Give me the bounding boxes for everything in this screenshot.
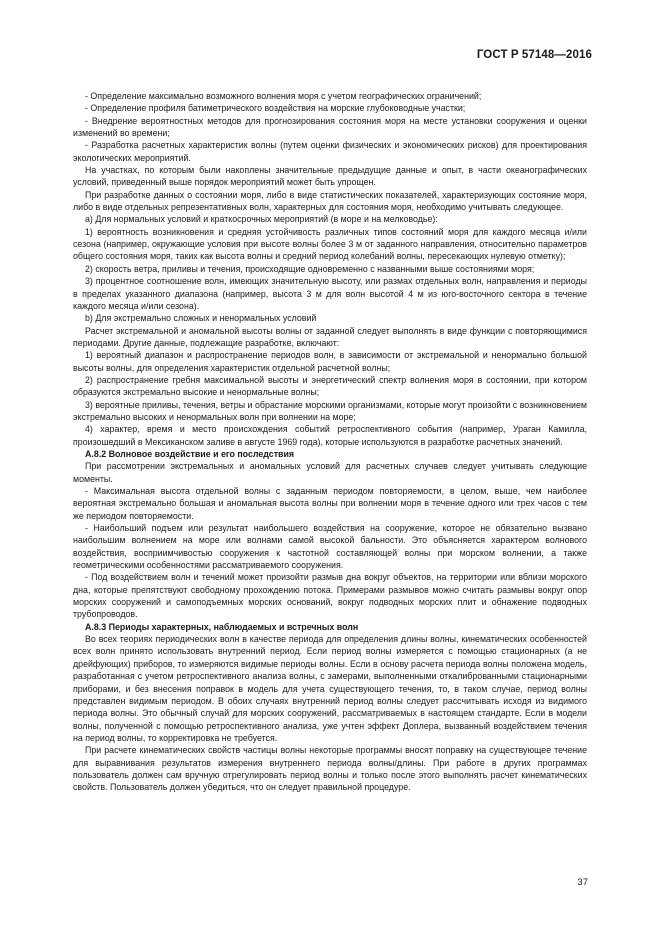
- paragraph: При разработке данных о состоянии моря, либо в виде статистических показателей, характеризующих состояние моря, либо в виде отдельных репрезентативных волн, характерных для состояния моря, необходимо учитывать следующее.: [73, 189, 587, 213]
- paragraph: - Определение максимально возможного волнения моря с учетом географических ограничений;: [85, 91, 482, 101]
- body-text: [73, 90, 587, 794]
- paragraph: - Определение профиля батиметрического воздействия на морские глубоководные участки;: [85, 103, 466, 114]
- paragraph: 4) характер, время и место происхождения событий ретроспективного события (например, Ураган Камилла, произошедший в Мексиканском заливе в августе 1969 года), которые используются в разработке расчетных значений.: [73, 424, 587, 447]
- paragraph: а) Для нормальных условий и краткосрочных мероприятий (в море и на мелководье):: [85, 214, 438, 225]
- paragraph: При рассмотрении экстремальных и аномальных условий для расчетных случаев следует учитывать следующие моменты.: [73, 461, 587, 484]
- paragraph: b) Для экстремально сложных и ненормальных условий: [85, 313, 317, 324]
- paragraph: Расчет экстремальной и аномальной высоты волны от заданной следует выполнять в виде функции с повторяющимися периодами. Другие данные, подлежащие разработке, включают:: [73, 325, 587, 348]
- paragraph: 1) вероятный диапазон и распространение периодов волн, в зависимости от экстремальной и ненормально большой высоты волны, для определения характеристик отдельной расчетной волны;: [73, 350, 587, 373]
- paragraph: 2) распространение гребня максимальной высоты и энергетический спектр волнения моря в состоянии, при котором образуются экстремально высокие и ненормальные волны;: [73, 374, 587, 398]
- paragraph: На участках, по которым были накоплены значительные предыдущие данные и опыт, в части океанографических условий, приведенный выше порядок мероприятий может быть упрощен.: [73, 165, 587, 188]
- paragraph: - Под воздействием волн и течений может произойти размыв дна вокруг объектов, на территории или вблизи морского дна, которые препятствуют свободному прохождению потока. Примерами размывов можно считать размывы вокруг опор морских сооружений и самоподъемных морских оснований, вокруг подводных морских плит и обнажение подводных трубопроводов.: [73, 572, 587, 620]
- paragraph: 3) процентное соотношение волн, имеющих значительную высоту, или размах отдельных волн, направления и периоды в пределах указанного диапазона (например, высота 3 м для волн высотой 4 м из юго-восточного сектора в течение каждого месяца и/или сезона).: [73, 276, 587, 311]
- paragraph: - Разработка расчетных характеристик волны (путем оценки физических и экономических рисков) для проектирования экологических мероприятий.: [73, 140, 587, 163]
- paragraph: 3) вероятные приливы, течения, ветры и обрастание морскими организмами, которые могут произойти с возникновением экстремально высоких и ненормальных волн при волнении на море;: [73, 399, 587, 422]
- paragraph: При расчете кинематических свойств частицы волны некоторые программы вносят поправку на существующее течение для выравнивания результатов измерения внутреннего периода волны/длины. При работе в других программах пользователь должен сам вручную отрегулировать период волны и только после этого выполнять расчет кинематических свойств. Пользователь должен убедиться, что он следует правильной процедуре.: [73, 745, 587, 793]
- paragraph: - Максимальная высота отдельной волны с заданным периодом повторяемости, в целом, выше, чем наиболее вероятная экстремально большая и аномальная высота волны при волнении моря в течение одного или трех часов с тем же периодом повторяемости.: [73, 486, 587, 521]
- paragraph: 2) скорость ветра, приливы и течения, происходящие одновременно с названными выше состояниями моря;: [85, 263, 535, 274]
- section-heading: А.8.2 Волновое воздействие и его последствия: [85, 448, 295, 459]
- paragraph: 1) вероятность возникновения и средняя устойчивость различных типов состояний моря для каждого месяца и/или сезона (например, окружающие условия при высоте волны более 3 м от заданного направления, относительно параметров общего состояния моря, таких как высота волны и средний период колебаний волны, пересекающих нулевую отметку);: [73, 226, 587, 262]
- page-number: 37: [577, 877, 588, 888]
- document-id: ГОСТ Р 57148—2016: [476, 49, 592, 61]
- section-heading: А.8.3 Периоды характерных, наблюдаемых и встречных волн: [85, 621, 359, 632]
- paragraph: - Наибольший подъем или результат наибольшего воздействия на сооружение, которое не обязательно вызвано наибольшим волнением на море или волнами самой высокой бальности. Это объясняется характером волнового воздействия, восприимчивостью сооружения к частотной составляющей волны при морском волнении, а также геометрическими особенностями рассматриваемого сооружения.: [73, 523, 587, 571]
- paragraph: - Внедрение вероятностных методов для прогнозирования состояния моря на месте установки сооружения и оценки изменений во времени;: [73, 115, 587, 139]
- paragraph: Во всех теориях периодических волн в качестве периода для определения длины волны, кинематических особенностей всех волн принято использовать внутренний период. Если период волны измеряется с помощью стационарных (а не дрейфующих) приборов, то измеряются видимые периоды волны. Если в основу расчета периода волны положена модель, разработанная с учетом ретроспективного анализа волны, с замерами, выполненными откалиброванными стационарными приборами, и без внесения поправок в модель для учета существующего течения, то, в таком случае, период волны представлен видимым периодом. В обоих случаях внутренний период волны следует рассчитывать исходя из видимого периода волны. Это обычный случай для морских сооружений, рассматриваемых в настоящем стандарте. Если в модели волны, полученной с помощью ретроспективного анализа, уже учтен эффект Доплера, вызванный воздействием течения на период волны, то корректировка не требуется.: [73, 634, 587, 743]
